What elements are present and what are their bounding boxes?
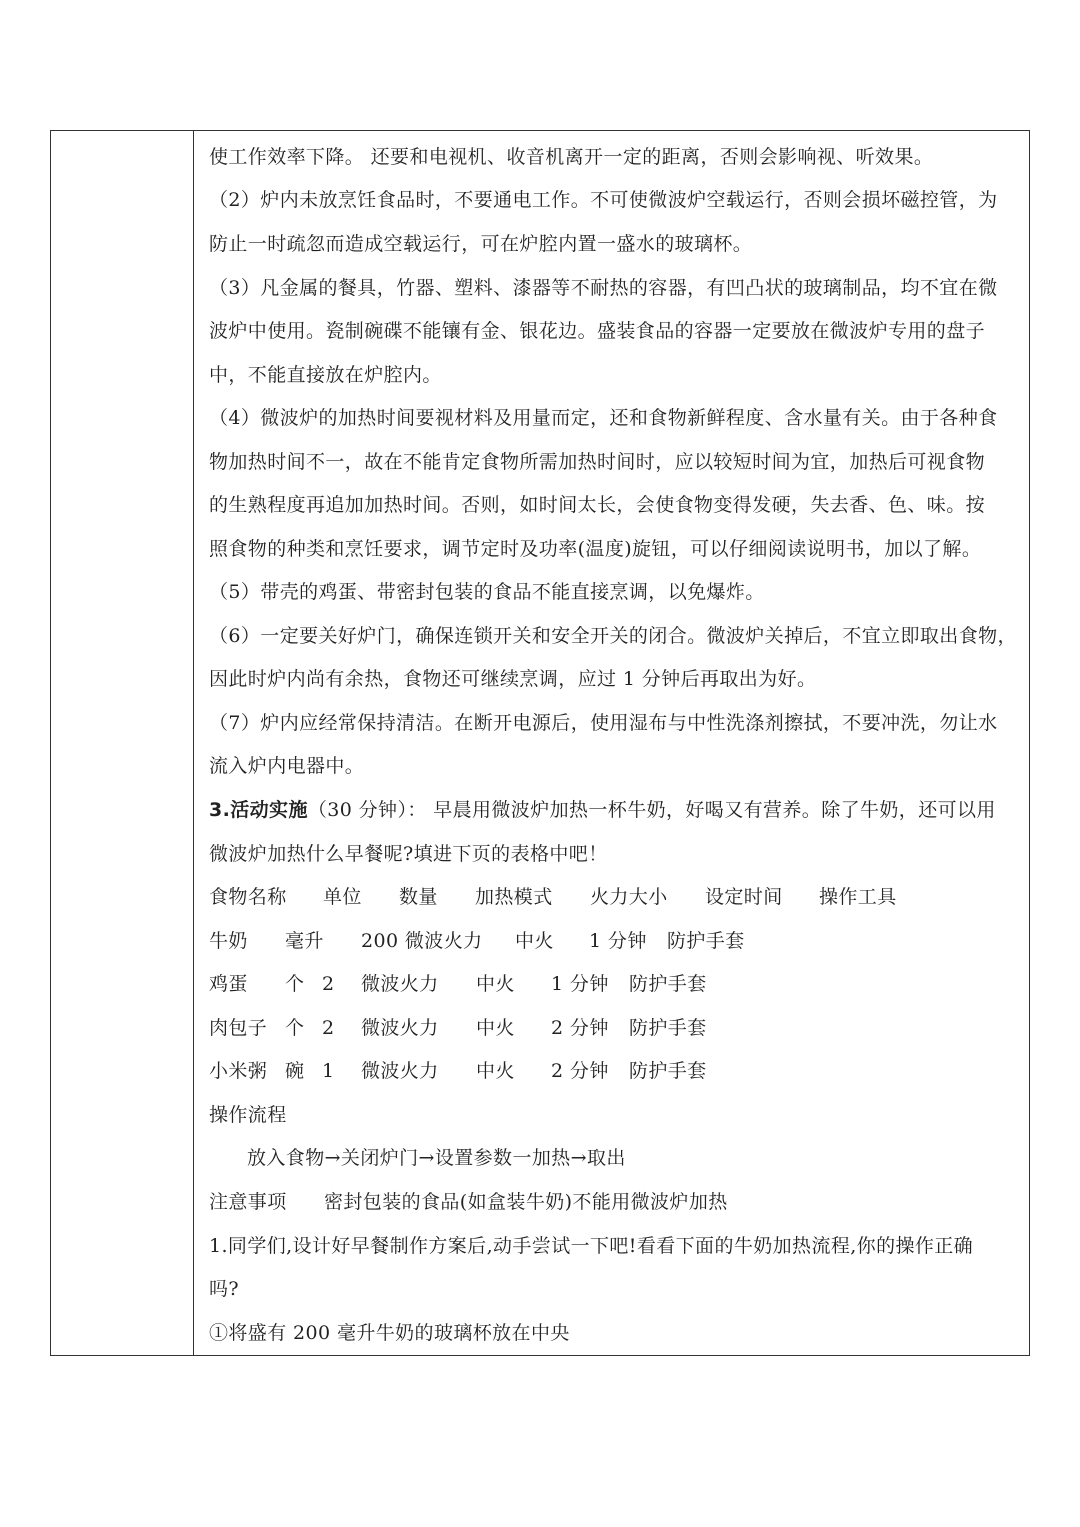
paragraph-line: 照食物的种类和烹饪要求，调节定时及功率(温度)旋钮，可以仔细阅读说明书，加以了解。 (209, 538, 982, 560)
activity-heading: 3.活动实施 (209, 799, 308, 821)
table-cell: 2 (322, 973, 335, 995)
table-cell: 1 (322, 1060, 335, 1082)
table-cell: 中火 (515, 930, 554, 952)
header-cell: 数量 (399, 886, 438, 908)
table-cell: 防护手套 (629, 973, 707, 995)
paragraph-line: （6）一定要关好炉门，确保连锁开关和安全开关的闭合。微波炉关掉后，不宜立即取出食物， (209, 625, 1017, 647)
table-cell: 中火 (476, 1017, 515, 1039)
table-cell: 2 (322, 1017, 335, 1039)
process-title: 操作流程 (209, 1104, 287, 1126)
table-cell: 微波火力 (361, 1060, 439, 1082)
table-cell: 牛奶 (209, 930, 248, 952)
paragraph-line: 防止一时疏忽而造成空载运行，可在炉腔内置一盛水的玻璃杯。 (209, 233, 753, 255)
notes-text: 密封包装的食品(如盒装牛奶)不能用微波炉加热 (324, 1191, 728, 1213)
paragraph-line: 波炉中使用。瓷制碗碟不能镶有金、银花边。盛装食品的容器一定要放在微波炉专用的盘子 (209, 320, 986, 342)
activity-line (209, 798, 996, 822)
paragraph-line: 物加热时间不一，故在不能肯定食物所需加热时间时，应以较短时间为宜，加热后可视食物 (209, 451, 986, 473)
activity-time: （30 分钟）： (307, 799, 427, 821)
table-cell: 2 分钟 (551, 1060, 609, 1082)
paragraph-line: 的生熟程度再追加加热时间。否则，如时间太长，会使食物变得发硬，失去香、色、味。按 (209, 494, 986, 516)
table-cell: 2 分钟 (551, 1017, 609, 1039)
table-cell: 防护手套 (629, 1060, 707, 1082)
table-cell: 200 微波火力 (361, 930, 483, 952)
notes-label: 注意事项 (209, 1191, 287, 1213)
table-cell: 1 分钟 (551, 973, 609, 995)
paragraph-line: 流入炉内电器中。 (209, 755, 365, 777)
header-cell: 操作工具 (819, 886, 897, 908)
table-cell: 肉包子 (209, 1017, 268, 1039)
table-cell: 防护手套 (667, 930, 745, 952)
paragraph-line: （4）微波炉的加热时间要视材料及用量而定，还和食物新鲜程度、含水量有关。由于各种食 (209, 407, 998, 429)
header-cell: 单位 (323, 886, 362, 908)
table-cell: 1 分钟 (589, 930, 647, 952)
process-steps: 放入食物→关闭炉门→设置参数一加热→取出 (247, 1147, 626, 1169)
table-cell: 防护手套 (629, 1017, 707, 1039)
left-column-cell (51, 131, 194, 1355)
paragraph-line: 中，不能直接放在炉腔内。 (209, 364, 442, 386)
paragraph-line: （5）带壳的鸡蛋、带密封包装的食品不能直接烹调，以免爆炸。 (209, 581, 765, 603)
document-table (50, 130, 1030, 1356)
paragraph-line: （7）炉内应经常保持清洁。在断开电源后，使用湿布与中性洗涤剂擦拭，不要冲洗，勿让水 (209, 712, 998, 734)
table-cell: 个 (285, 973, 305, 995)
header-cell: 火力大小 (590, 886, 668, 908)
table-cell: 碗 (285, 1060, 305, 1082)
table-cell: 中火 (476, 973, 515, 995)
table-cell: 微波火力 (361, 1017, 439, 1039)
activity-line: 微波炉加热什么早餐呢?填进下页的表格中吧！ (209, 843, 608, 865)
table-cell: 毫升 (285, 930, 324, 952)
activity-text: 早晨用微波炉加热一杯牛奶，好喝又有营养。除了牛奶，还可以用 (426, 799, 996, 821)
content-cell (209, 131, 1021, 1355)
paragraph-line: 因此时炉内尚有余热，食物还可继续烹调，应过 1 分钟后再取出为好。 (209, 668, 817, 690)
paragraph-line: （3）凡金属的餐具，竹器、塑料、漆器等不耐热的容器，有凹凸状的玻璃制品，均不宜在微 (209, 277, 998, 299)
table-cell: 个 (285, 1017, 305, 1039)
header-cell: 食物名称 (209, 886, 287, 908)
question-step: ①将盛有 200 毫升牛奶的玻璃杯放在中央 (209, 1322, 570, 1344)
paragraph-line: （2）炉内未放烹饪食品时，不要通电工作。不可使微波炉空载运行，否则会损坏磁控管，为 (209, 189, 998, 211)
header-cell: 设定时间 (705, 886, 783, 908)
table-cell: 小米粥 (209, 1060, 268, 1082)
header-cell: 加热模式 (475, 886, 553, 908)
table-cell: 鸡蛋 (209, 973, 248, 995)
table-cell: 微波火力 (361, 973, 439, 995)
table-cell: 中火 (476, 1060, 515, 1082)
paragraph-line: 使工作效率下降。 还要和电视机、收音机离开一定的距离，否则会影响视、听效果。 (209, 146, 934, 168)
question-line: 吗? (209, 1278, 239, 1300)
question-line: 1.同学们,设计好早餐制作方案后,动手尝试一下吧!看看下面的牛奶加热流程,你的操作正确 (209, 1235, 974, 1257)
